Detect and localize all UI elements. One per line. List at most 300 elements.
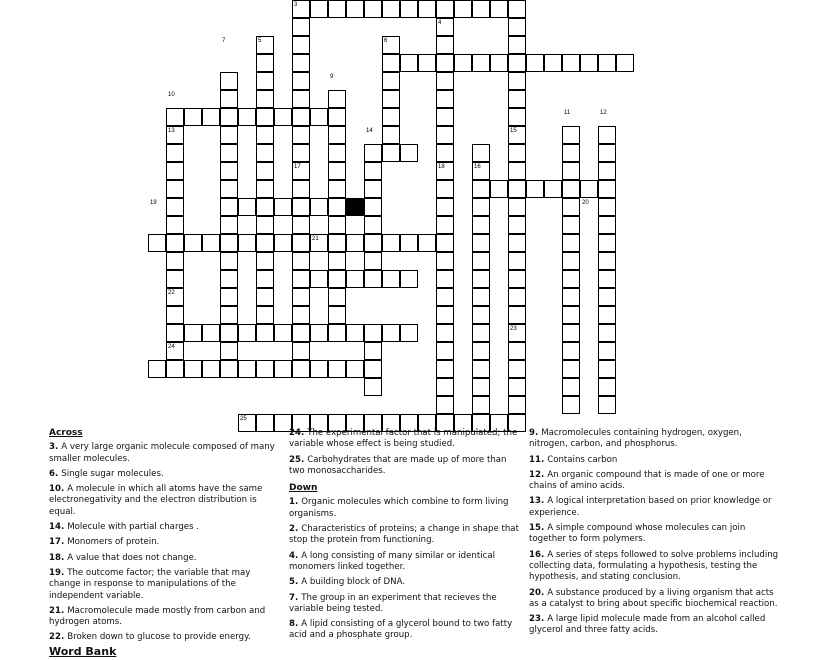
crossword-cell[interactable] <box>328 126 346 144</box>
crossword-cell[interactable] <box>526 54 544 72</box>
clue-number: 10. <box>49 484 68 495</box>
crossword-cell[interactable] <box>256 108 274 126</box>
crossword-cell[interactable] <box>562 180 580 198</box>
crossword-cell[interactable] <box>436 342 454 360</box>
crossword-cell[interactable] <box>364 162 382 180</box>
clue-number: 18. <box>49 552 68 563</box>
crossword-cell[interactable] <box>328 324 346 342</box>
crossword-cell[interactable] <box>436 396 454 414</box>
crossword-cell[interactable] <box>454 0 472 18</box>
crossword-cell[interactable] <box>598 378 616 396</box>
crossword-cell[interactable] <box>220 108 238 126</box>
clue-number: 1. <box>289 497 302 508</box>
crossword-cell[interactable] <box>436 234 454 252</box>
crossword-cell[interactable] <box>472 288 490 306</box>
crossword-cell[interactable] <box>382 270 400 288</box>
crossword-cell[interactable] <box>472 378 490 396</box>
crossword-cell[interactable] <box>436 198 454 216</box>
crossword-cell[interactable] <box>508 198 526 216</box>
clue-item <box>289 428 524 451</box>
crossword-cell[interactable] <box>364 378 382 396</box>
crossword-cell[interactable] <box>256 252 274 270</box>
crossword-cell[interactable] <box>346 270 364 288</box>
crossword-cell[interactable] <box>508 288 526 306</box>
crossword-cell[interactable] <box>256 216 274 234</box>
crossword-cell[interactable] <box>508 162 526 180</box>
crossword-cell[interactable] <box>598 234 616 252</box>
crossword-cell[interactable] <box>166 162 184 180</box>
crossword-cell[interactable] <box>598 144 616 162</box>
crossword-cell[interactable] <box>508 234 526 252</box>
crossword-cell[interactable] <box>364 216 382 234</box>
crossword-cell[interactable] <box>328 234 346 252</box>
crossword-cell[interactable] <box>364 180 382 198</box>
crossword-cell[interactable] <box>598 162 616 180</box>
clue-text: A series of steps followed to solve problems including collecting data, formulating a hypothesis, testing the hypothesis, and stating conclusion. <box>529 549 779 583</box>
clue-number: 23. <box>529 614 548 625</box>
clue-item <box>289 577 524 588</box>
cell-number: 23 <box>510 325 517 332</box>
crossword-cell[interactable] <box>166 144 184 162</box>
crossword-cell[interactable] <box>472 0 490 18</box>
clue-text: Carbohydrates that are made up of more than two monosaccharides. <box>289 454 507 476</box>
crossword-cell[interactable] <box>598 342 616 360</box>
crossword-cell[interactable] <box>292 36 310 54</box>
crossword-cell[interactable] <box>328 216 346 234</box>
crossword-cell[interactable] <box>472 324 490 342</box>
crossword-cell[interactable] <box>256 180 274 198</box>
crossword-cell[interactable] <box>382 108 400 126</box>
crossword-cell[interactable] <box>166 270 184 288</box>
crossword-cell[interactable] <box>310 0 328 18</box>
crossword-cell[interactable] <box>382 72 400 90</box>
crossword-cell[interactable] <box>490 0 508 18</box>
cell-number: 18 <box>438 163 445 170</box>
crossword-cell[interactable] <box>220 72 238 90</box>
crossword-cell[interactable] <box>166 324 184 342</box>
crossword-cell[interactable] <box>400 270 418 288</box>
crossword-cell[interactable] <box>256 360 274 378</box>
crossword-cell[interactable] <box>472 54 490 72</box>
crossword-cell[interactable] <box>328 162 346 180</box>
crossword-cell[interactable] <box>436 36 454 54</box>
crossword-cell[interactable] <box>436 324 454 342</box>
crossword-cell[interactable] <box>238 234 256 252</box>
crossword-cell[interactable] <box>292 324 310 342</box>
crossword-cell[interactable] <box>256 126 274 144</box>
clue-text: A molecule in which all atoms have the same electronegativity and the electron distribution is equal. <box>49 484 263 517</box>
crossword-cell[interactable] <box>256 234 274 252</box>
crossword-cell[interactable] <box>256 90 274 108</box>
crossword-cell[interactable] <box>364 324 382 342</box>
crossword-cell[interactable] <box>382 54 400 72</box>
crossword-cell[interactable] <box>256 270 274 288</box>
crossword-cell[interactable] <box>166 216 184 234</box>
crossword-cell[interactable] <box>598 360 616 378</box>
crossword-cell[interactable] <box>544 54 562 72</box>
crossword-cell[interactable] <box>562 54 580 72</box>
crossword-cell[interactable] <box>238 360 256 378</box>
crossword-cell[interactable] <box>418 234 436 252</box>
crossword-cell[interactable] <box>346 0 364 18</box>
crossword-cell[interactable] <box>508 270 526 288</box>
crossword-cell[interactable] <box>220 90 238 108</box>
crossword-cell[interactable] <box>508 180 526 198</box>
crossword-cell[interactable] <box>598 288 616 306</box>
clue-item <box>529 614 779 637</box>
crossword-cell[interactable] <box>436 288 454 306</box>
crossword-cell[interactable] <box>508 342 526 360</box>
across-clue-list-part2 <box>289 428 524 477</box>
crossword-cell[interactable] <box>292 288 310 306</box>
crossword-cell[interactable] <box>400 144 418 162</box>
crossword-cell[interactable] <box>598 270 616 288</box>
crossword-cell[interactable] <box>508 306 526 324</box>
crossword-cell[interactable] <box>508 72 526 90</box>
crossword-cell[interactable] <box>562 252 580 270</box>
crossword-cell[interactable] <box>562 288 580 306</box>
clue-text: A lipid consisting of a glycerol bound to two fatty acid and a phosphate group. <box>289 619 513 641</box>
crossword-cell[interactable] <box>220 216 238 234</box>
crossword-cell[interactable] <box>400 0 418 18</box>
crossword-cell[interactable] <box>400 324 418 342</box>
crossword-cell[interactable] <box>238 108 256 126</box>
clue-number: 9. <box>529 428 542 438</box>
clue-text: A logical interpretation based on prior knowledge or experience. <box>529 496 772 518</box>
crossword-cell[interactable] <box>562 234 580 252</box>
crossword-cell[interactable] <box>292 198 310 216</box>
crossword-cell[interactable] <box>220 180 238 198</box>
crossword-cell[interactable] <box>508 252 526 270</box>
crossword-cell[interactable] <box>472 396 490 414</box>
crossword-cell[interactable] <box>580 54 598 72</box>
crossword-cell[interactable] <box>328 252 346 270</box>
clue-text: Single sugar molecules. <box>61 468 164 479</box>
clue-item <box>49 606 284 629</box>
crossword-cell[interactable] <box>292 126 310 144</box>
crossword-cell[interactable] <box>364 0 382 18</box>
crossword-cell[interactable] <box>562 396 580 414</box>
crossword-cell[interactable] <box>202 324 220 342</box>
crossword-cell[interactable] <box>310 360 328 378</box>
crossword-cell[interactable] <box>436 306 454 324</box>
clue-text: Molecule with partial charges . <box>67 522 200 533</box>
crossword-cell[interactable] <box>400 54 418 72</box>
crossword-cell[interactable] <box>220 162 238 180</box>
crossword-cell[interactable] <box>562 270 580 288</box>
crossword-cell[interactable] <box>526 180 544 198</box>
crossword-cell[interactable] <box>598 252 616 270</box>
crossword-cell[interactable] <box>472 144 490 162</box>
clue-text: An organic compound that is made of one or more chains of amino acids. <box>529 469 765 492</box>
crossword-cell[interactable] <box>328 198 346 216</box>
crossword-cell[interactable] <box>202 234 220 252</box>
crossword-cell[interactable] <box>508 360 526 378</box>
crossword-cell[interactable] <box>256 306 274 324</box>
crossword-cell[interactable] <box>184 360 202 378</box>
crossword-cell[interactable] <box>508 378 526 396</box>
crossword-cell[interactable] <box>508 90 526 108</box>
clue-number: 8. <box>289 619 302 630</box>
crossword-cell[interactable] <box>562 360 580 378</box>
crossword-cell[interactable] <box>220 198 238 216</box>
clue-text: Broken down to glucose to provide energy. <box>67 632 251 643</box>
clue-item <box>529 496 779 519</box>
crossword-cell[interactable] <box>274 198 292 216</box>
crossword-cell[interactable] <box>562 342 580 360</box>
crossword-cell[interactable] <box>166 252 184 270</box>
crossword-cell[interactable] <box>292 216 310 234</box>
crossword-cell[interactable] <box>418 0 436 18</box>
crossword-cell[interactable] <box>472 252 490 270</box>
clue-text: Macromolecule made mostly from carbon and hydrogen atoms. <box>49 605 266 628</box>
crossword-cell[interactable] <box>508 0 526 18</box>
clue-text: Characteristics of proteins; a change in shape that stop the protein from functioning. <box>289 524 519 546</box>
crossword-cell[interactable] <box>274 108 292 126</box>
clue-item <box>289 593 524 616</box>
crossword-cell[interactable] <box>292 252 310 270</box>
crossword-cell[interactable] <box>598 54 616 72</box>
crossword-cell[interactable] <box>166 108 184 126</box>
clue-number: 22. <box>49 632 68 643</box>
crossword-cell[interactable] <box>220 144 238 162</box>
down-heading: Down <box>289 483 318 494</box>
crossword-cell[interactable] <box>436 144 454 162</box>
crossword-cell[interactable] <box>274 360 292 378</box>
crossword-cell[interactable] <box>256 324 274 342</box>
crossword-cell[interactable] <box>292 342 310 360</box>
crossword-cell[interactable] <box>598 180 616 198</box>
clue-number: 20. <box>529 587 548 598</box>
crossword-cell[interactable] <box>292 180 310 198</box>
crossword-cell[interactable] <box>580 180 598 198</box>
crossword-cell[interactable] <box>220 342 238 360</box>
crossword-cell[interactable] <box>364 144 382 162</box>
crossword-cell[interactable] <box>382 0 400 18</box>
crossword-cell[interactable] <box>562 306 580 324</box>
crossword-cell[interactable] <box>328 144 346 162</box>
crossword-cell[interactable] <box>328 180 346 198</box>
crossword-cell[interactable] <box>382 324 400 342</box>
crossword-cell[interactable] <box>274 324 292 342</box>
crossword-cell[interactable] <box>562 126 580 144</box>
crossword-cell[interactable] <box>346 360 364 378</box>
crossword-cell[interactable] <box>184 108 202 126</box>
crossword-cell[interactable] <box>382 144 400 162</box>
crossword-cell[interactable] <box>472 234 490 252</box>
crossword-cell[interactable] <box>256 54 274 72</box>
crossword-cell[interactable] <box>436 216 454 234</box>
crossword-cell <box>346 198 364 216</box>
crossword-cell[interactable] <box>472 198 490 216</box>
crossword-cell[interactable] <box>328 0 346 18</box>
crossword-cell[interactable] <box>616 54 634 72</box>
clue-text: A building block of DNA. <box>301 577 406 588</box>
clue-number: 6. <box>49 468 62 479</box>
crossword-cell[interactable] <box>328 306 346 324</box>
crossword-cell[interactable] <box>292 90 310 108</box>
clue-number: 15. <box>529 523 548 534</box>
crossword-cell[interactable] <box>598 126 616 144</box>
crossword-cell[interactable] <box>220 306 238 324</box>
crossword-cell[interactable] <box>328 108 346 126</box>
crossword-cell[interactable] <box>166 198 184 216</box>
crossword-cell[interactable] <box>364 360 382 378</box>
crossword-cell[interactable] <box>220 360 238 378</box>
crossword-cell[interactable] <box>346 234 364 252</box>
crossword-cell[interactable] <box>508 18 526 36</box>
crossword-cell[interactable] <box>544 180 562 198</box>
crossword-cell[interactable] <box>508 216 526 234</box>
clues-column-3 <box>529 428 779 641</box>
crossword-cell[interactable] <box>454 54 472 72</box>
crossword-cell[interactable] <box>292 360 310 378</box>
clue-item <box>289 524 524 547</box>
crossword-cell[interactable] <box>274 234 292 252</box>
crossword-cell[interactable] <box>328 90 346 108</box>
crossword-cell[interactable] <box>166 306 184 324</box>
crossword-cell[interactable] <box>472 342 490 360</box>
crossword-cell[interactable] <box>472 306 490 324</box>
crossword-cell[interactable] <box>292 234 310 252</box>
crossword-cell[interactable] <box>292 72 310 90</box>
cell-number: 7 <box>222 37 226 44</box>
crossword-cell[interactable] <box>220 288 238 306</box>
crossword-cell[interactable] <box>166 360 184 378</box>
crossword-cell[interactable] <box>292 306 310 324</box>
clue-text: A value that does not change. <box>67 552 197 563</box>
crossword-cell[interactable] <box>346 324 364 342</box>
crossword-cell[interactable] <box>220 126 238 144</box>
clue-item <box>49 484 284 518</box>
crossword-cell[interactable] <box>256 72 274 90</box>
crossword-cell[interactable] <box>238 198 256 216</box>
across-heading: Across <box>49 428 83 438</box>
crossword-cell[interactable] <box>364 342 382 360</box>
crossword-cell[interactable] <box>310 108 328 126</box>
crossword-cell[interactable] <box>364 198 382 216</box>
crossword-cell[interactable] <box>508 36 526 54</box>
crossword-cell[interactable] <box>562 378 580 396</box>
crossword-cell[interactable] <box>166 234 184 252</box>
crossword-cell[interactable] <box>508 396 526 414</box>
crossword-cell[interactable] <box>292 270 310 288</box>
crossword-cell[interactable] <box>436 360 454 378</box>
crossword-cell[interactable] <box>472 360 490 378</box>
crossword-cell[interactable] <box>184 324 202 342</box>
crossword-cell[interactable] <box>202 360 220 378</box>
crossword-cell[interactable] <box>490 180 508 198</box>
clue-number: 7. <box>289 592 302 603</box>
clue-number: 21. <box>49 605 68 616</box>
crossword-cell[interactable] <box>418 54 436 72</box>
crossword-cell[interactable] <box>364 234 382 252</box>
crossword-cell[interactable] <box>364 270 382 288</box>
crossword-cell[interactable] <box>436 378 454 396</box>
crossword-cell[interactable] <box>562 144 580 162</box>
crossword-cell[interactable] <box>436 180 454 198</box>
crossword-cell[interactable] <box>436 0 454 18</box>
crossword-cell[interactable] <box>382 126 400 144</box>
clue-number: 12. <box>529 469 548 480</box>
crossword-cell[interactable] <box>598 198 616 216</box>
crossword-cell[interactable] <box>472 216 490 234</box>
crossword-cell[interactable] <box>436 54 454 72</box>
crossword-cell[interactable] <box>436 108 454 126</box>
crossword-cell[interactable] <box>202 108 220 126</box>
crossword-cell[interactable] <box>508 108 526 126</box>
crossword-cell[interactable] <box>472 180 490 198</box>
crossword-cell[interactable] <box>310 198 328 216</box>
crossword-cell[interactable] <box>562 216 580 234</box>
crossword-cell[interactable] <box>436 270 454 288</box>
cell-number: 20 <box>582 199 589 206</box>
crossword-cell[interactable] <box>310 270 328 288</box>
crossword-cell[interactable] <box>238 324 256 342</box>
word-bank-heading: Word Bank <box>49 645 117 658</box>
crossword-cell[interactable] <box>598 396 616 414</box>
crossword-cell[interactable] <box>436 90 454 108</box>
crossword-cell[interactable] <box>382 234 400 252</box>
clue-number: 14. <box>49 522 68 533</box>
clue-number: 19. <box>49 567 68 578</box>
crossword-cell[interactable] <box>436 72 454 90</box>
crossword-cell[interactable] <box>310 324 328 342</box>
crossword-cell[interactable] <box>598 324 616 342</box>
crossword-cell[interactable] <box>256 144 274 162</box>
crossword-cell[interactable] <box>328 270 346 288</box>
crossword-cell[interactable] <box>562 198 580 216</box>
crossword-cell[interactable] <box>490 54 508 72</box>
crossword-cell[interactable] <box>220 234 238 252</box>
cell-number: 9 <box>330 73 334 80</box>
crossword-cell[interactable] <box>328 360 346 378</box>
crossword-cell[interactable] <box>220 252 238 270</box>
crossword-cell[interactable] <box>562 324 580 342</box>
crossword-cell[interactable] <box>292 108 310 126</box>
crossword-cell[interactable] <box>328 288 346 306</box>
crossword-cell[interactable] <box>256 198 274 216</box>
crossword-cell[interactable] <box>256 288 274 306</box>
crossword-cell[interactable] <box>292 18 310 36</box>
crossword-cell[interactable] <box>382 90 400 108</box>
crossword-cell[interactable] <box>436 126 454 144</box>
crossword-cell[interactable] <box>598 306 616 324</box>
crossword-cell[interactable] <box>472 270 490 288</box>
clue-number: 17. <box>49 537 68 548</box>
crossword-cell[interactable] <box>364 252 382 270</box>
crossword-cell[interactable] <box>148 234 166 252</box>
crossword-cell[interactable] <box>148 360 166 378</box>
clue-item <box>289 455 524 478</box>
crossword-cell[interactable] <box>184 234 202 252</box>
crossword-cell[interactable] <box>256 162 274 180</box>
cell-number: 25 <box>240 415 247 422</box>
crossword-cell[interactable] <box>400 234 418 252</box>
crossword-cell[interactable] <box>292 54 310 72</box>
crossword-cell[interactable] <box>436 252 454 270</box>
clues-column-1 <box>49 428 284 648</box>
crossword-cell[interactable] <box>508 144 526 162</box>
crossword-cell[interactable] <box>292 144 310 162</box>
crossword-cell[interactable] <box>508 54 526 72</box>
crossword-cell[interactable] <box>220 270 238 288</box>
crossword-cell[interactable] <box>562 162 580 180</box>
crossword-cell[interactable] <box>598 216 616 234</box>
crossword-cell[interactable] <box>220 324 238 342</box>
clue-text: A substance produced by a living organism that acts as a catalyst to bring about specific biochemical reaction. <box>529 587 778 609</box>
crossword-cell[interactable] <box>166 180 184 198</box>
